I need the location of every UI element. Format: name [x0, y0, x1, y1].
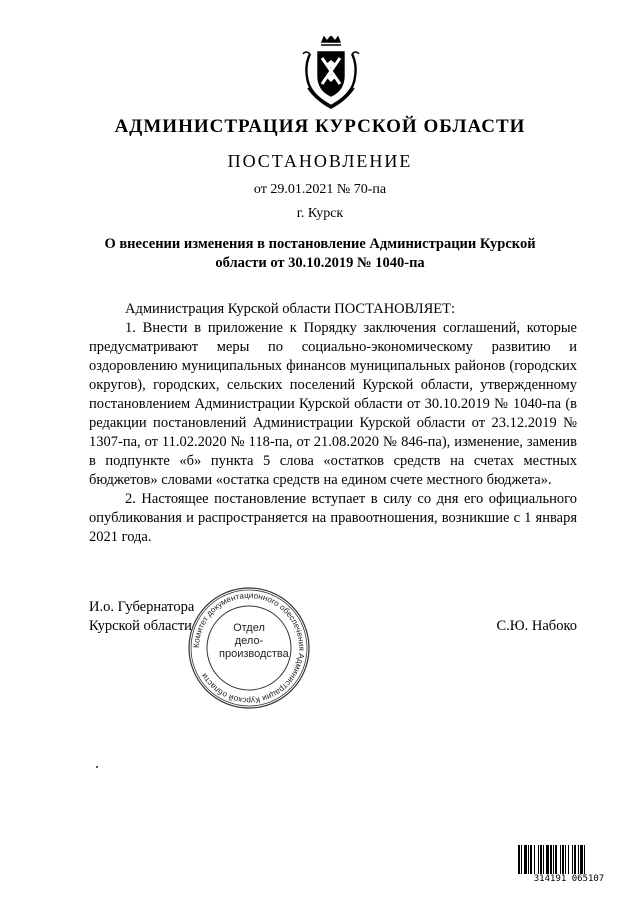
signer-name: С.Ю. Набоко: [496, 618, 577, 634]
document-type: ПОСТАНОВЛЕНИЕ: [227, 151, 413, 171]
organization-title: АДМИНИСТРАЦИЯ КУРСКОЙ ОБЛАСТИ: [114, 116, 526, 137]
stamp-center-line-3: производства: [219, 648, 289, 660]
document-body: [89, 300, 577, 547]
signer-position-line-2: Курской области: [89, 618, 192, 634]
subject-line-1: О внесении изменения в постановление Администрации Курской: [104, 236, 536, 252]
scan-speck: [96, 766, 98, 768]
stamp-ring-text: Комитет документационного обеспечения Администрации Курской области: [191, 590, 307, 706]
document-subject: [100, 235, 540, 273]
document-date-number: от 29.01.2021 № 70-па: [253, 182, 387, 197]
coat-of-arms-emblem: [300, 36, 362, 110]
barcode-number: 314191 065107: [518, 874, 620, 884]
subject-line-2: области от 30.10.2019 № 1040-па: [215, 255, 425, 271]
body-preamble: Администрация Курской области ПОСТАНОВЛЯЕТ:: [125, 301, 456, 317]
stamp-center-text: [219, 622, 289, 661]
body-item-2: 2. Настоящее постановление вступает в силу со дня его официального опубликования и распространяется на правоотношения, возникшие с 1 января 2021 года.: [89, 491, 577, 545]
stamp-center-line-1: Отдел: [233, 622, 265, 634]
body-item-1: 1. Внести в приложение к Порядку заключения соглашений, которые предусматривают меры по социально-экономическому развитию и оздоровлению муниципальных финансов муниципальных районов (городских округов), городских, сельских поселений Курской области, утвержденному постановлением Администрации Курской области от 30.10.2019 № 1040-па (в редакции постановлений Администрации Курской области от 23.12.2019 № 1307-па, от 11.02.2020 № 118-па, от 21.08.2020 № 846-па), изменение, заменив в подпункте «б» пункта 5 слова «остатков средств на счетах местных бюджетов» словами «остатка средств на едином счете местного бюджета».: [89, 320, 577, 488]
stamp-center-line-2: дело-: [234, 635, 264, 647]
signer-position: [89, 598, 194, 636]
signer-position-line-1: И.о. Губернатора: [89, 599, 195, 615]
document-city: г. Курск: [296, 206, 344, 221]
